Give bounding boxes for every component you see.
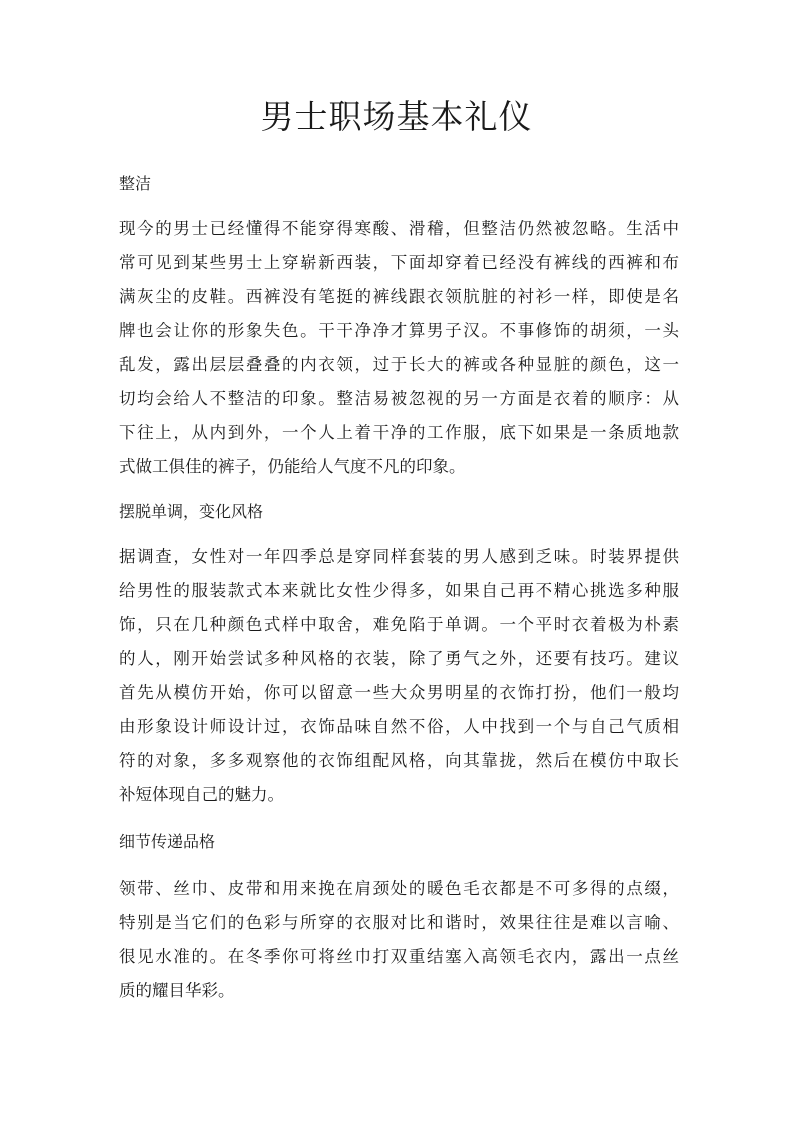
section-paragraph-neatness xyxy=(119,212,679,484)
section-heading-details: 细节传递品格 xyxy=(119,832,216,851)
section-heading-style-variety: 摆脱单调，变化风格 xyxy=(119,502,264,521)
paragraph-line: 领带、丝巾、皮带和用来挽在肩颈处的暖色毛衣都是不可多得的点缀， xyxy=(119,879,679,898)
section-heading-neatness: 整洁 xyxy=(119,174,152,193)
paragraph-line: 很见水准的。在冬季你可将丝巾打双重结塞入高领毛衣内，露出一点丝 xyxy=(119,947,679,966)
paragraph-line: 切均会给人不整洁的印象。整洁易被忽视的另一方面是衣着的顺序：从 xyxy=(119,389,679,408)
paragraph-line: 牌也会让你的形象失色。干干净净才算男子汉。不事修饰的胡须，一头 xyxy=(119,321,679,340)
paragraph-line: 由形象设计师设计过，衣饰品味自然不俗，人中找到一个与自己气质相 xyxy=(119,717,679,736)
paragraph-line: 式做工俱佳的裤子，仍能给人气度不凡的印象。 xyxy=(119,457,466,476)
section-paragraph-details xyxy=(119,872,679,1008)
paragraph-line: 首先从模仿开始，你可以留意一些大众男明星的衣饰打扮，他们一般均 xyxy=(119,683,679,702)
paragraph-line: 质的耀目华彩。 xyxy=(119,981,235,1000)
paragraph-line: 符的对象，多多观察他的衣饰组配风格，向其靠拢，然后在模仿中取长 xyxy=(119,751,679,770)
paragraph-line: 据调查，女性对一年四季总是穿同样套装的男人感到乏味。时装界提供 xyxy=(119,547,679,566)
paragraph-line: 给男性的服装款式本来就比女性少得多，如果自己再不精心挑选多种服 xyxy=(119,581,679,600)
paragraph-line: 下往上，从内到外，一个人上着干净的工作服，底下如果是一条质地款 xyxy=(119,423,679,442)
paragraph-line: 现今的男士已经懂得不能穿得寒酸、滑稽，但整洁仍然被忽略。生活中 xyxy=(119,219,679,238)
paragraph-line: 满灰尘的皮鞋。西裤没有笔挺的裤线跟衣领肮脏的衬衫一样，即使是名 xyxy=(119,287,679,306)
section-paragraph-style-variety xyxy=(119,540,679,812)
paragraph-line: 乱发，露出层层叠叠的内衣领，过于长大的裤或各种显脏的颜色，这一 xyxy=(119,355,679,374)
document-title: 男士职场基本礼仪 xyxy=(260,97,533,136)
paragraph-line: 常可见到某些男士上穿崭新西装，下面却穿着已经没有裤线的西裤和布 xyxy=(119,253,679,272)
paragraph-line: 的人，刚开始尝试多种风格的衣装，除了勇气之外，还要有技巧。建议 xyxy=(119,649,679,668)
paragraph-line: 饰，只在几种颜色式样中取舍，难免陷于单调。一个平时衣着极为朴素 xyxy=(119,615,679,634)
paragraph-line: 特别是当它们的色彩与所穿的衣服对比和谐时，效果往往是难以言喻、 xyxy=(119,913,679,932)
paragraph-line: 补短体现自己的魅力。 xyxy=(119,785,284,804)
